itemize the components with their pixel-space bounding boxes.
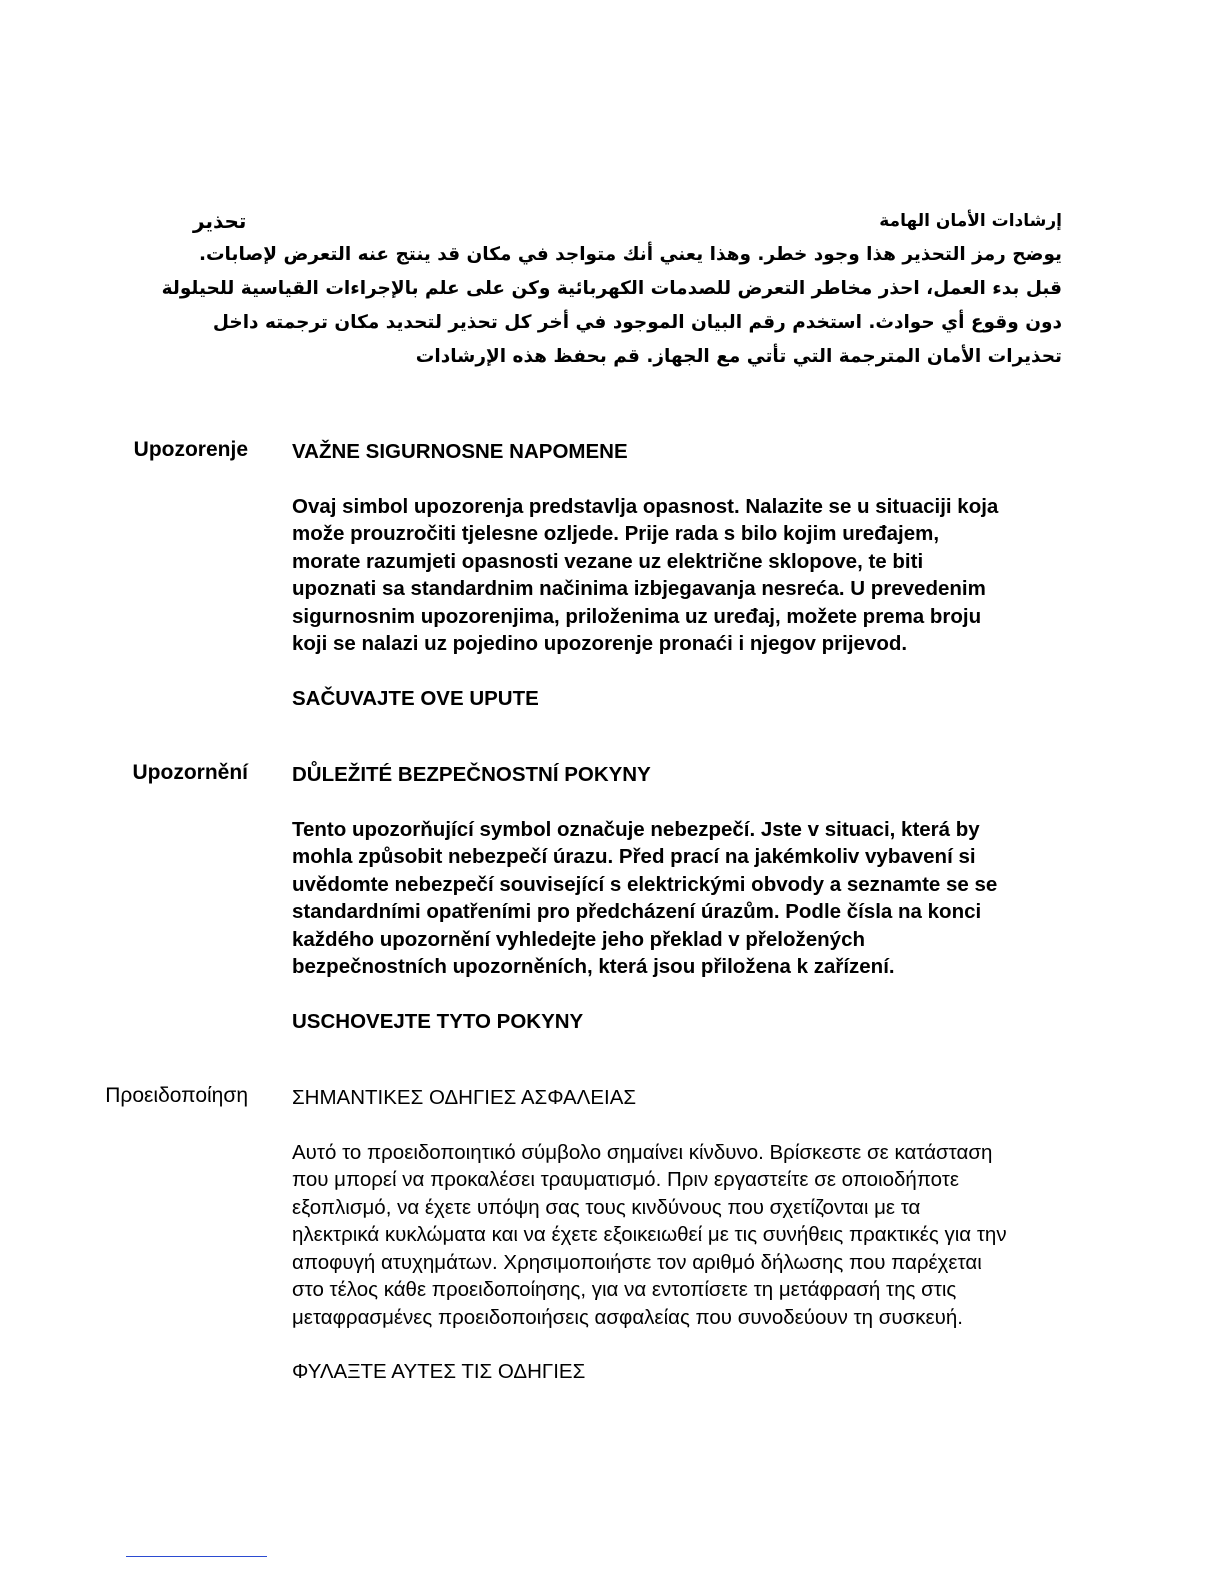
section-label-czech: Upozornění <box>132 761 248 784</box>
croatian-paragraph <box>292 493 1112 658</box>
czech-text-block <box>292 761 1112 1035</box>
czech-paragraph-line: bezpečnostních upozorněních, která jsou přiložena k zařízení. <box>292 955 895 978</box>
section-label-arabic: تحذير <box>193 209 247 233</box>
croatian-save-note: SAČUVAJTE OVE UPUTE <box>292 686 539 710</box>
greek-paragraph-line: Αυτό το προειδοποιητικό σύμβολο σημαίνει κίνδυνο. Βρίσκεστε σε κατάσταση <box>292 1140 993 1164</box>
croatian-paragraph-line: morate razumjeti opasnosti vezane uz električne sklopove, te biti <box>292 549 924 573</box>
croatian-paragraph-line: koji se nalazi uz pojedino upozorenje pronaći i njegov prijevod. <box>292 632 908 655</box>
greek-paragraph-line: που μπορεί να προκαλέσει τραυματισμό. Πριν εργαστείτε σε οποιοδήποτε <box>292 1168 960 1191</box>
czech-paragraph-line: standardními opatřeními pro předcházení úrazům. Podle čísla na konci <box>292 900 982 923</box>
arabic-paragraph-line: دون وقوع أي حوادث. استخدم رقم البيان الموجود في أخر كل تحذير لتحديد مكان ترجمته داخل <box>212 312 1062 333</box>
arabic-paragraph-line: يوضح رمز التحذير هذا وجود خطر. وهذا يعني أنك متواجد في مكان قد ينتج عنه التعرض لإصابات. <box>198 244 1062 265</box>
arabic-paragraph-line: تحذيرات الأمان المترجمة التي تأتي مع الجهاز. قم بحفظ هذه الإرشادات <box>415 346 1062 367</box>
croatian-paragraph-line: upoznati sa standardnim načinima izbjegavanja nesreća. U prevedenim <box>292 577 986 600</box>
greek-heading: ΣΗΜΑΝΤΙΚΕΣ ΟΔΗΓΙΕΣ ΑΣΦΑΛΕΙΑΣ <box>292 1086 637 1109</box>
footer-rule <box>126 1556 267 1557</box>
greek-text-block <box>292 1084 1112 1386</box>
section-label-greek: Προειδοποίηση <box>105 1084 248 1107</box>
greek-paragraph-line: αποφυγή ατυχημάτων. Χρησιμοποιήστε τον αριθμό δήλωσης που παρέχεται <box>292 1250 982 1274</box>
croatian-paragraph-line: Ovaj simbol upozorenja predstavlja opasnost. Nalazite se u situaciji koja <box>292 494 999 518</box>
arabic-paragraph <box>161 238 1062 374</box>
arabic-heading: إرشادات الأمان الهامة <box>879 211 1062 231</box>
czech-paragraph-line: mohla způsobit nebezpečí úrazu. Před prací na jakémkoliv vybavení si <box>292 845 976 868</box>
czech-paragraph-line: každého upozornění vyhledejte jeho překlad v přeložených <box>292 927 865 951</box>
czech-paragraph-line: Tento upozorňující symbol označuje nebezpečí. Jste v situaci, která by <box>292 817 980 841</box>
greek-paragraph <box>292 1139 1112 1332</box>
arabic-paragraph-line: قبل بدء العمل، احذر مخاطر التعرض للصدمات الكهربائية وكن على علم بالإجراءات القياسية للحيلولة <box>161 278 1062 299</box>
czech-save-note: USCHOVEJTE TYTO POKYNY <box>292 1009 584 1033</box>
croatian-paragraph-line: sigurnosnim upozorenjima, priloženima uz uređaj, možete prema broju <box>292 604 982 628</box>
czech-heading: DŮLEŽITÉ BEZPEČNOSTNÍ POKYNY <box>292 763 651 786</box>
croatian-heading: VAŽNE SIGURNOSNE NAPOMENE <box>292 440 628 463</box>
greek-paragraph-line: μεταφρασμένες προειδοποιήσεις ασφαλείας που συνοδεύουν τη συσκευή. <box>292 1305 963 1329</box>
arabic-text-block <box>161 208 1062 374</box>
greek-paragraph-line: στο τέλος κάθε προειδοποίησης, για να εντοπίσετε τη μετάφρασή της στις <box>292 1278 957 1301</box>
croatian-text-block <box>292 438 1112 712</box>
czech-paragraph-line: uvědomte nebezpečí související s elektrickými obvody a seznamte se se <box>292 872 998 896</box>
croatian-paragraph-line: može prouzročiti tjelesne ozljede. Prije rada s bilo kojim uređajem, <box>292 522 940 545</box>
section-label-croatian: Upozorenje <box>133 438 248 461</box>
greek-paragraph-line: εξοπλισμό, να έχετε υπόψη σας τους κινδύνους που σχετίζονται με τα <box>292 1195 921 1219</box>
czech-paragraph <box>292 816 1112 981</box>
greek-save-note: ΦΥΛΑΞΤΕ ΑΥΤΕΣ ΤΙΣ ΟΔΗΓΙΕΣ <box>292 1360 586 1383</box>
greek-paragraph-line: ηλεκτρικά κυκλώματα και να έχετε εξοικειωθεί με τις συνήθεις πρακτικές για την <box>292 1223 1007 1246</box>
